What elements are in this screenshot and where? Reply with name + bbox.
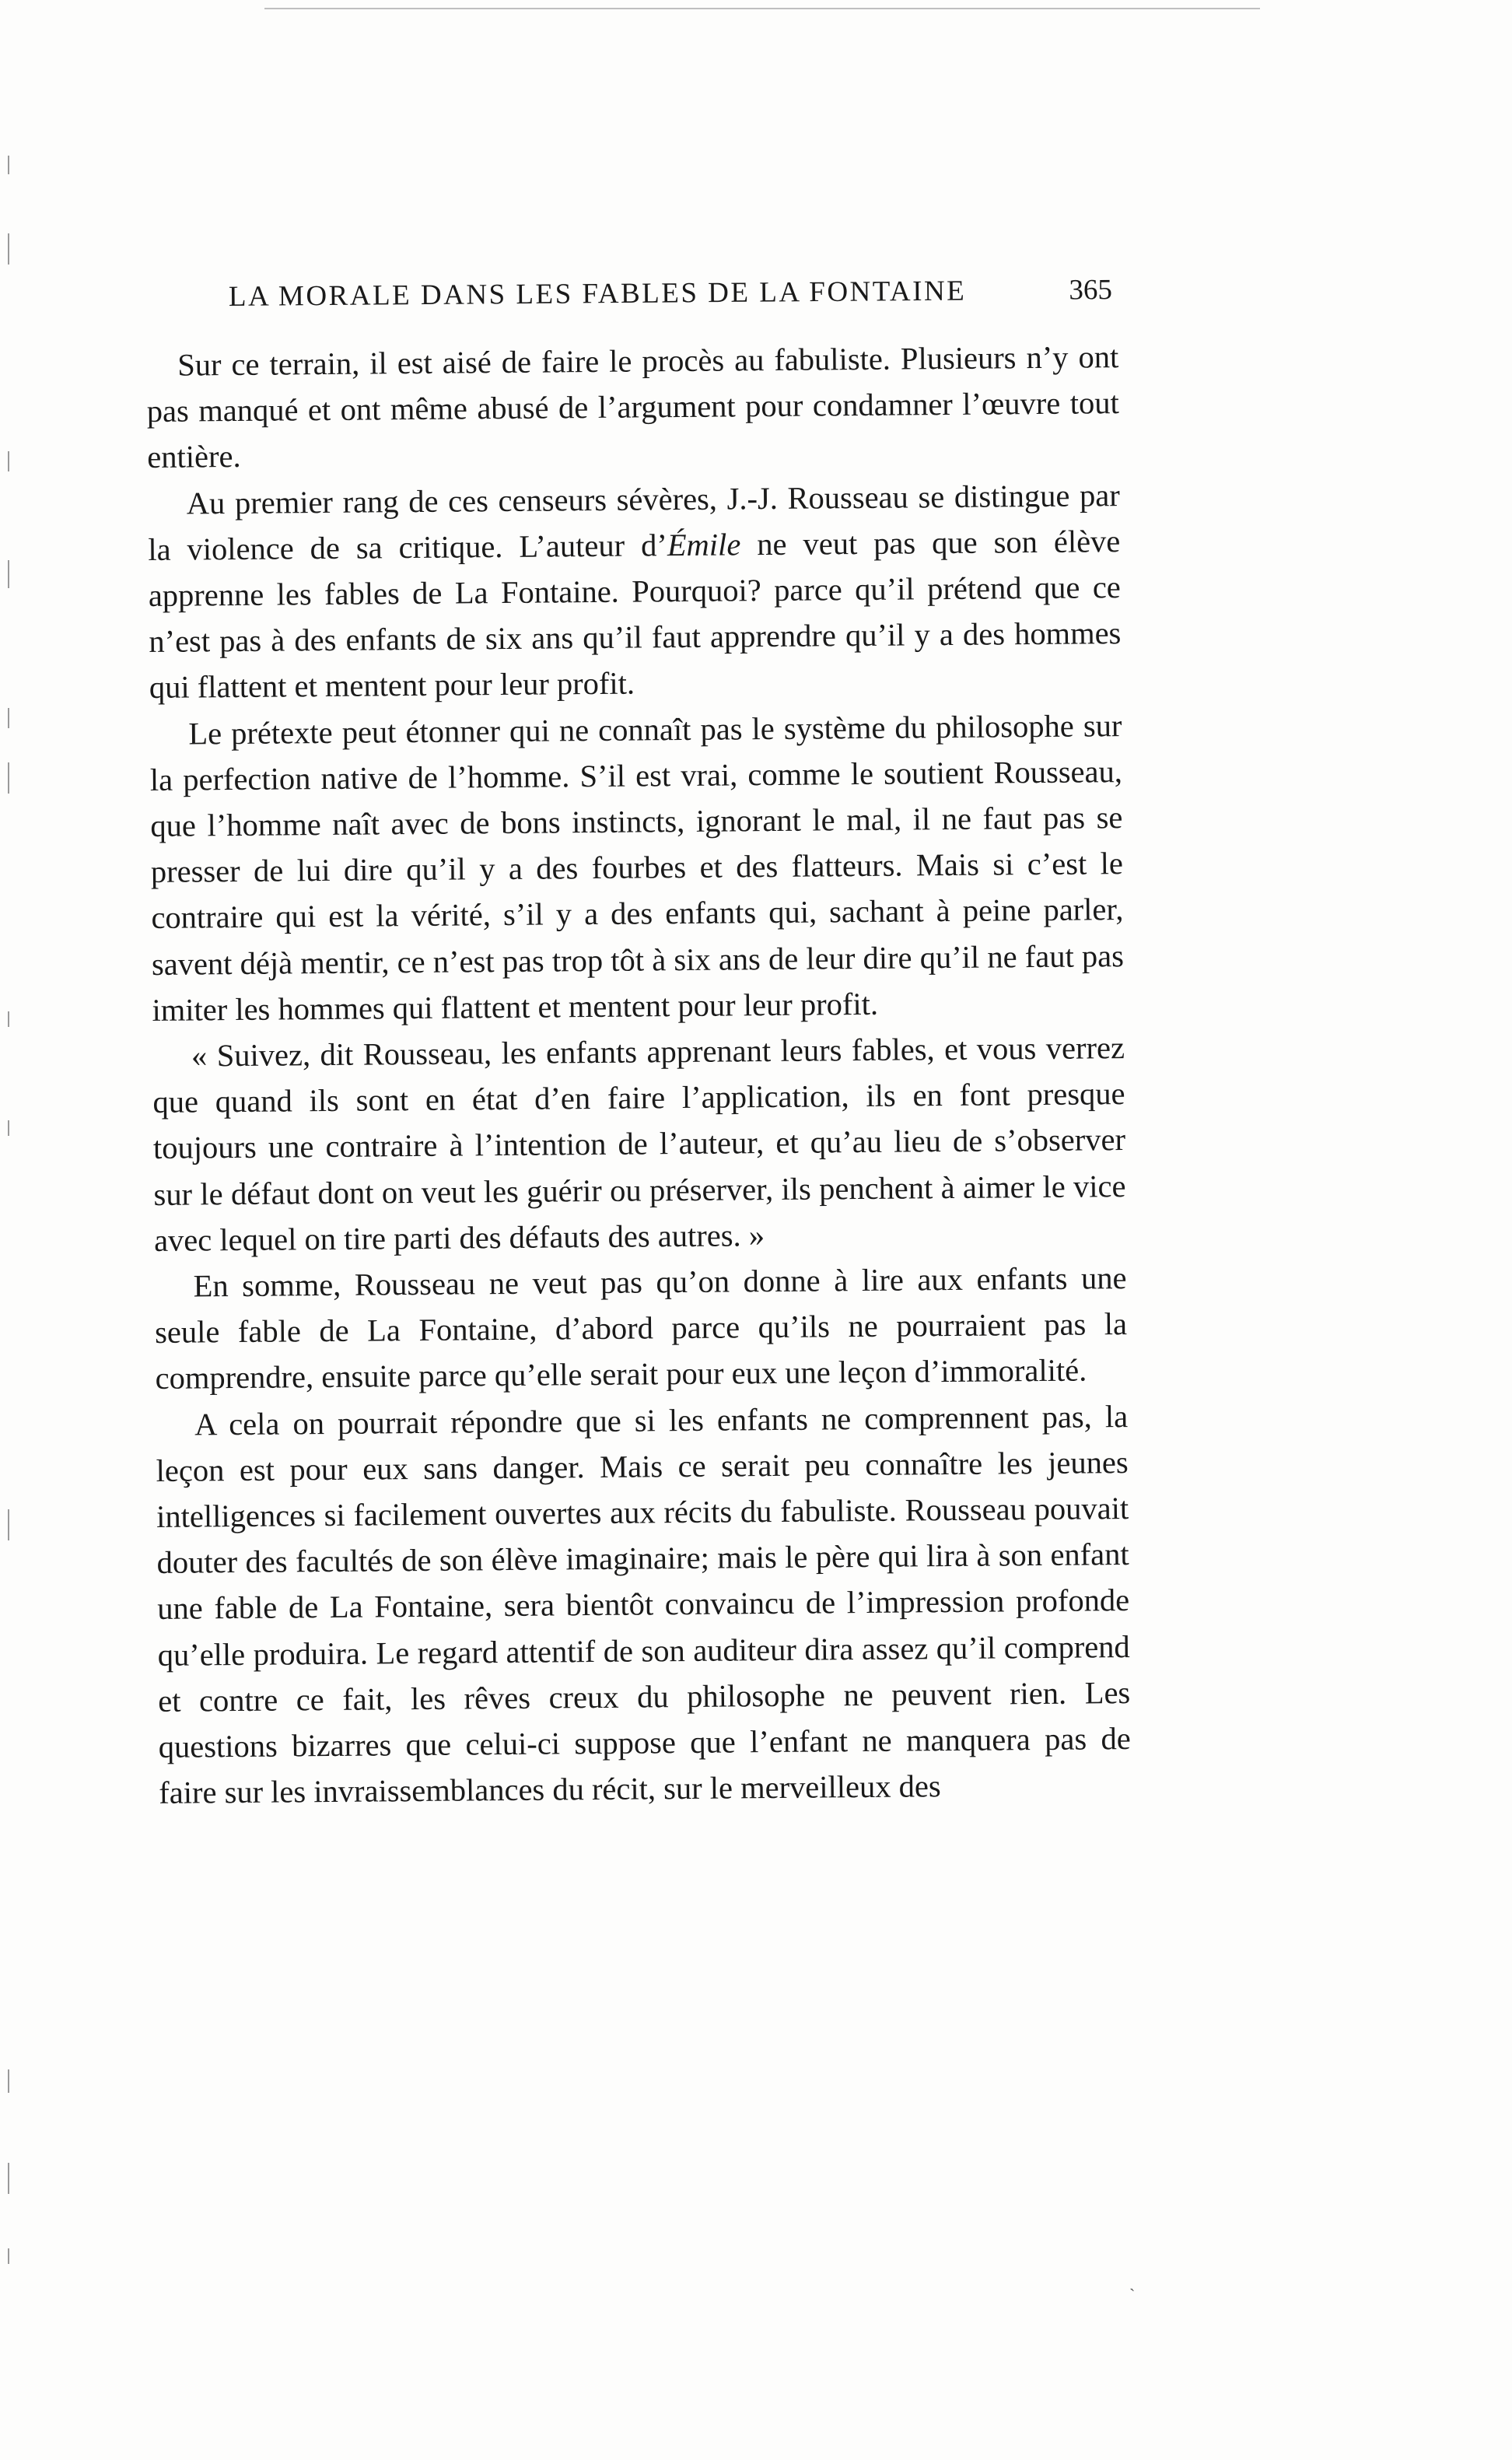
body-text	[146, 334, 1131, 1816]
edge-mark	[8, 233, 9, 265]
edge-mark	[8, 2069, 9, 2093]
page-header	[229, 273, 1112, 327]
edge-mark	[8, 2163, 9, 2194]
edge-mark	[8, 2248, 9, 2264]
paragraph: Sur ce terrain, il est aisé de faire le procès au fabuliste. Plusieurs n’y ont pas manqué et ont même abusé de l’argument pour condamner l’œuvre tout entière.	[146, 339, 1119, 475]
edge-mark	[8, 1120, 9, 1136]
scan-top-rule	[264, 8, 1260, 9]
paragraph: En somme, Rousseau ne veut pas qu’on donne à lire aux enfants une seule fable de La Fontaine, d’abord parce qu’ils ne pourraient pas la comprendre, ensuite parce qu’elle serait pour eux une leçon d’immoralité.	[154, 1260, 1128, 1396]
edge-mark	[8, 762, 9, 794]
paragraph: A cela on pourrait répondre que si les enfants ne comprennent pas, la leçon est pour eux sans danger. Mais ce serait peu connaître les jeunes intelligences si facilement ouvertes aux récits du fabuliste. Rousseau pouvait douter des facultés de son élève imaginaire; mais le père qui lira à son enfant une fable de La Fontaine, sera bientôt convaincu de l’impression profonde qu’elle produira. Le regard attentif de son auditeur dira assez qu’il comprend et contre ce fait, les rêves creux du philosophe ne peuvent rien. Les questions bizarres que celui-ci suppose que l’enfant ne manquera pas de faire sur les invraissemblances du récit, sur le merveilleux des	[156, 1398, 1131, 1811]
edge-mark	[8, 156, 9, 174]
edge-mark	[8, 560, 9, 588]
edge-mark	[8, 451, 9, 471]
running-title: LA MORALE DANS LES FABLES DE LA FONTAINE	[228, 275, 967, 313]
paragraph: Au premier rang de ces censeurs sévères, J.-J. Rousseau se distingue par la violence de sa critique. L’auteur d’Émile ne veut pas que son élève apprenne les fables de La Fontaine. Pourquoi? parce qu’il prétend que ce n’est pas à des enfants de six ans qu’il faut apprendre qu’il y a des hommes qui flattent et mentent pour leur profit.	[148, 477, 1122, 706]
edge-mark	[8, 1509, 9, 1540]
paragraph: Le prétexte peut étonner qui ne connaît pas le système du philosophe sur la perfection native de l’homme. S’il est vrai, comme le soutient Rousseau, que l’homme naît avec de bons instincts, ignorant le mal, il ne faut pas se presser de lui dire qu’il y a des fourbes et des flatteurs. Mais si c’est le contraire qui est la vérité, s’il y a des enfants qui, sachant à peine parler, savent déjà mentir, ce n’est pas trop tôt à six ans de leur dire qu’il ne faut pas imiter les hommes qui flattent et mentent pour leur profit.	[149, 707, 1125, 1028]
edge-mark	[8, 1011, 9, 1027]
scan-edge-marks	[8, 140, 12, 2396]
book-title: Émile	[667, 527, 741, 562]
scan-speck: ˎ	[1129, 2272, 1136, 2291]
paragraph: « Suivez, dit Rousseau, les enfants apprenant leurs fables, et vous verrez que quand ils sont en état d’en faire l’application, ils en font presque toujours une contraire à l’intention de l’auteur, et qu’au lieu de s’observer sur le défaut dont on veut les guérir ou préserver, ils penchent à aimer le vice avec lequel on tire parti des défauts des autres. »	[152, 1030, 1126, 1258]
edge-mark	[8, 708, 9, 728]
page-number: 365	[1069, 274, 1113, 307]
